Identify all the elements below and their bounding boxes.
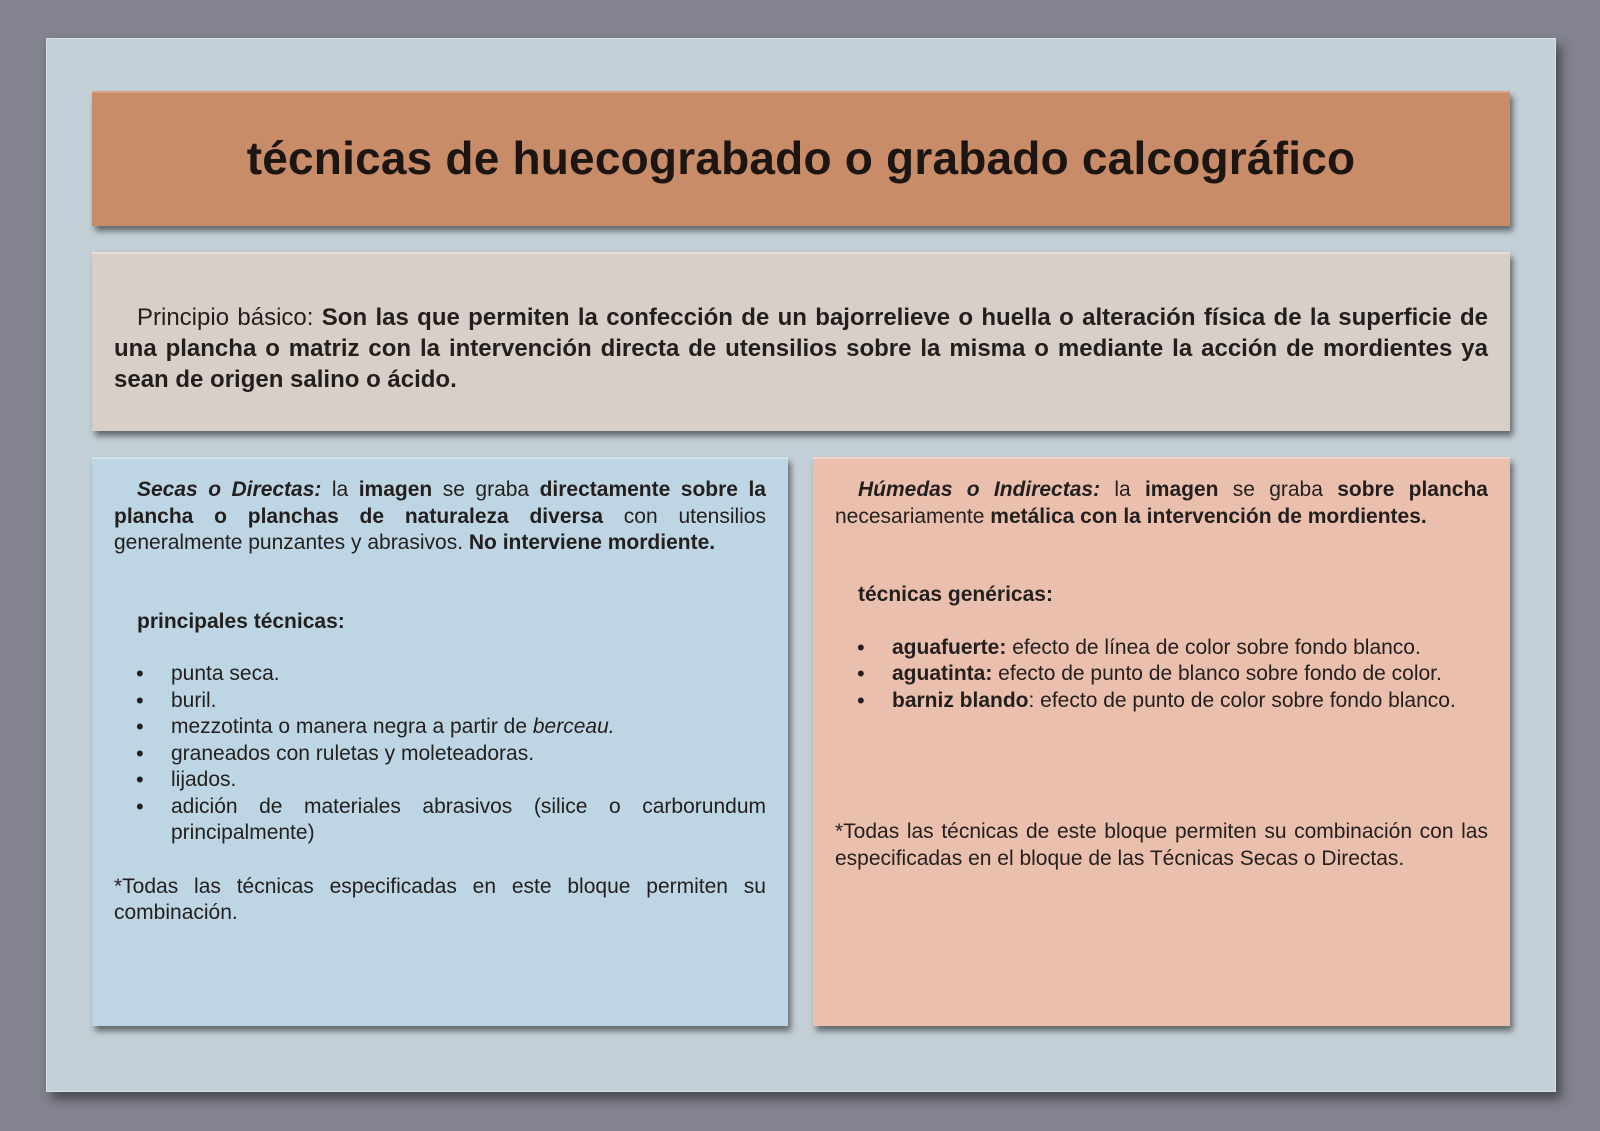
wet-subhead: técnicas genéricas:: [858, 583, 1053, 606]
wet-intro-text: la: [1100, 478, 1145, 501]
dry-intro-bold: imagen: [358, 478, 433, 501]
list-item-text: lijados.: [171, 768, 237, 791]
dry-note: *Todas las técnicas especificadas en este bloque permiten su combinación.: [114, 874, 766, 924]
list-item-text: efecto de línea de color sobre fondo blanco.: [1006, 635, 1421, 659]
list-item: [114, 741, 766, 768]
list-item-term: aguatinta:: [892, 662, 993, 685]
wet-heading: Húmedas o Indirectas:: [858, 478, 1101, 501]
bullet-icon: •: [136, 740, 144, 766]
wet-intro-bold: metálica con la intervención de mordientes.: [990, 504, 1427, 528]
list-item: [835, 635, 1488, 662]
bullet-icon: •: [136, 793, 144, 819]
wet-technique-list: [835, 635, 1488, 715]
wet-note: *Todas las técnicas de este bloque permiten su combinación con las especificadas en el bloque de las Técnicas Secas o Directas.: [835, 820, 1488, 870]
dry-technique-list: [114, 661, 766, 847]
page-title: técnicas de huecograbado o grabado calcográfico: [246, 131, 1356, 184]
list-item-text: efecto de punto de blanco sobre fondo de color.: [992, 662, 1442, 685]
dry-intro-bold: No interviene mordiente.: [468, 531, 716, 554]
list-item-text: buril.: [171, 688, 217, 712]
list-item: [114, 714, 766, 741]
list-item-term: barniz blando: [892, 688, 1029, 712]
dry-techniques-panel: [92, 457, 788, 1026]
principle-paragraph: [114, 302, 1488, 395]
list-item-text: graneados con ruletas y moleteadoras.: [171, 741, 535, 765]
dry-intro-text: se graba: [432, 478, 540, 501]
list-item: [835, 688, 1488, 715]
list-item-text: adición de materiales abrasivos (silice o carborundum principalmente): [171, 794, 766, 844]
dry-intro-text: la: [321, 478, 359, 501]
list-item: [114, 767, 766, 794]
wet-intro-bold: sobre plancha: [1337, 478, 1488, 501]
principle-text: Son las que permiten la confección de un bajorrelieve o huella o alteración física de la superficie de una plancha o matriz con la intervención directa de utensilios sobre la misma o mediante la acción de mordientes ya sean de origen salino o ácido.: [114, 304, 1488, 393]
wet-intro: [835, 477, 1488, 530]
bullet-icon: •: [136, 687, 144, 713]
bullet-icon: •: [857, 661, 865, 686]
principle-label: Principio básico:: [137, 304, 322, 331]
list-item: [114, 688, 766, 715]
title-banner: [92, 91, 1510, 226]
bullet-icon: •: [857, 634, 865, 660]
bullet-icon: •: [136, 661, 144, 686]
list-item: [114, 661, 766, 688]
bullet-icon: •: [136, 767, 144, 792]
dry-intro: [114, 477, 766, 557]
wet-intro-text: se graba: [1218, 478, 1338, 501]
bullet-icon: •: [136, 714, 144, 739]
bullet-icon: •: [857, 687, 865, 713]
dry-subhead: principales técnicas:: [137, 609, 345, 633]
list-item-emphasis: berceau.: [532, 715, 615, 738]
dry-heading: Secas o Directas:: [137, 478, 322, 501]
list-item-text: mezzotinta o manera negra a partir de: [171, 715, 533, 738]
wet-intro-bold: imagen: [1144, 478, 1219, 501]
principle-box: [92, 252, 1510, 431]
list-item-text: : efecto de punto de color sobre fondo blanco.: [1028, 688, 1456, 712]
list-item: [114, 794, 766, 847]
list-item-term: aguafuerte:: [892, 635, 1007, 659]
dry-intro-text: con utensilios generalmente punzantes y abrasivos.: [114, 504, 766, 554]
dry-intro-bold: directamente sobre la plancha o planchas de naturaleza diversa: [114, 478, 766, 528]
list-item-text: punta seca.: [171, 662, 280, 685]
wet-intro-text: necesariamente: [835, 504, 991, 528]
list-item: [835, 661, 1488, 688]
wet-techniques-panel: [813, 457, 1510, 1026]
